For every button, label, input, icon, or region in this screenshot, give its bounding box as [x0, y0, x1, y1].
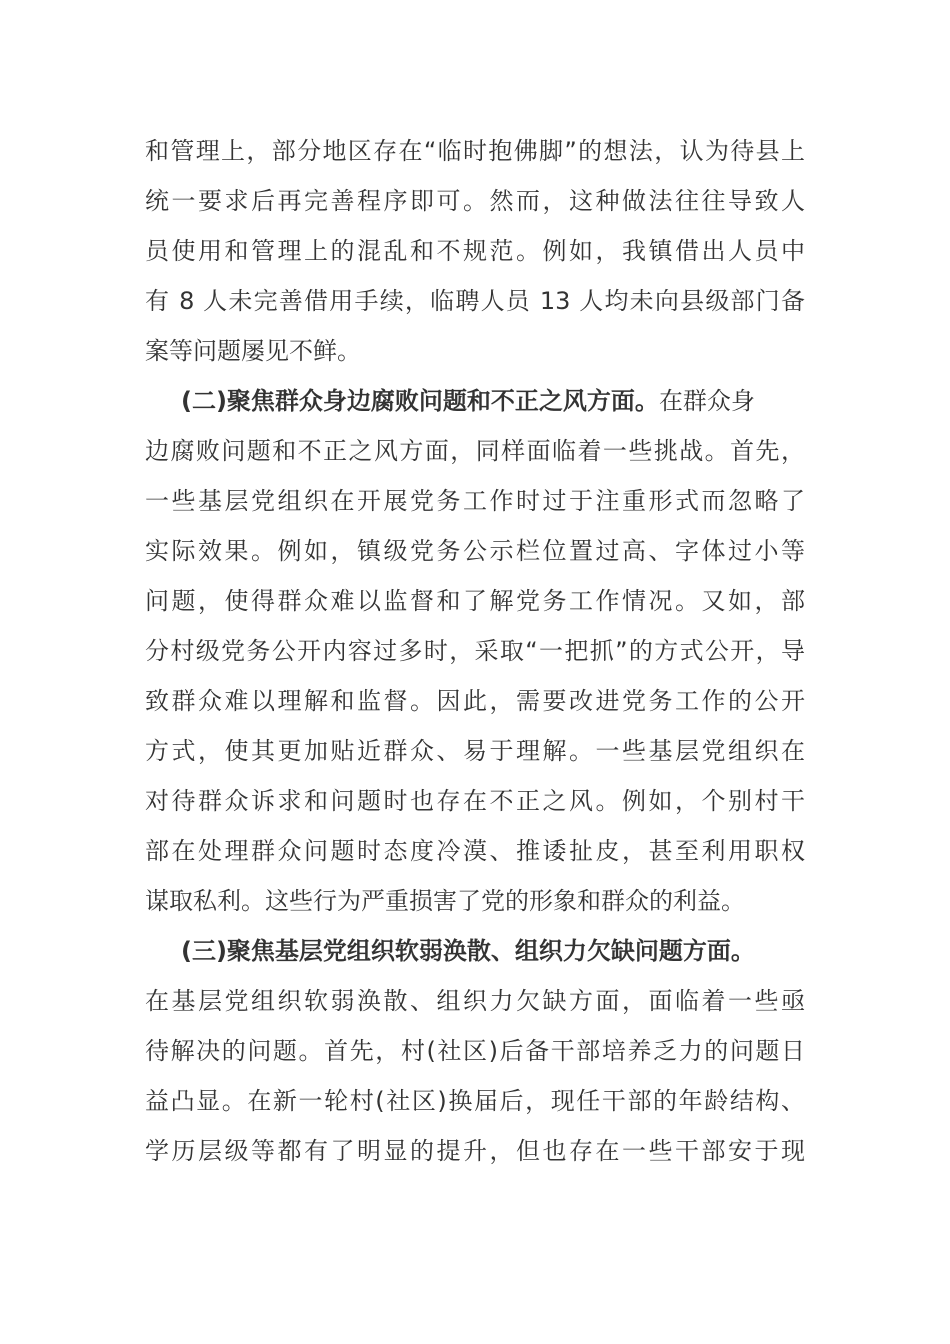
- text-line: [145, 376, 805, 426]
- text-line: 待解决的问题。首先，村(社区)后备干部培养乏力的问题日: [145, 1037, 805, 1065]
- section-heading-2: (二)聚焦群众身边腐败问题和不正之风方面。: [181, 387, 659, 415]
- text-line: 实际效果。例如，镇级党务公示栏位置过高、字体过小等: [145, 537, 805, 565]
- text-line: 边腐败问题和不正之风方面，同样面临着一些挑战。首先，: [145, 437, 805, 465]
- text-line: 案等问题屡见不鲜。: [145, 337, 361, 365]
- paragraph-corruption-issues: [145, 376, 805, 926]
- text-line: 问题，使得群众难以监督和了解党务工作情况。又如，部: [145, 587, 805, 615]
- document-body: [145, 126, 805, 1176]
- text-line: 益凸显。在新一轮村(社区)换届后，现任干部的年龄结构、: [145, 1087, 805, 1115]
- text-line: 统一要求后再完善程序即可。然而，这种做法往往导致人: [145, 187, 805, 215]
- section-heading-3: (三)聚焦基层党组织软弱涣散、组织力欠缺问题方面。: [181, 937, 755, 965]
- paragraph-personnel-management: [145, 126, 805, 376]
- text-line: 部在处理群众问题时态度冷漠、推诿扯皮，甚至利用职权: [145, 837, 805, 865]
- text-line: 分村级党务公开内容过多时，采取“一把抓”的方式公开，导: [145, 637, 805, 665]
- text-line: 在基层党组织软弱涣散、组织力欠缺方面，面临着一些亟: [145, 987, 805, 1015]
- text-line: 有 8 人未完善借用手续，临聘人员 13 人均未向县级部门备: [145, 287, 805, 315]
- text-line: 和管理上，部分地区存在“临时抱佛脚”的想法，认为待县上: [145, 137, 805, 165]
- text-line: 谋取私利。这些行为严重损害了党的形象和群众的利益。: [145, 887, 745, 915]
- text-line: 学历层级等都有了明显的提升，但也存在一些干部安于现: [145, 1137, 805, 1165]
- text-line: 方式，使其更加贴近群众、易于理解。一些基层党组织在: [145, 737, 805, 765]
- text-line: 对待群众诉求和问题时也存在不正之风。例如，个别村干: [145, 787, 805, 815]
- text-run: 在群众身: [658, 387, 755, 415]
- text-line: 致群众难以理解和监督。因此，需要改进党务工作的公开: [145, 687, 805, 715]
- text-line: 员使用和管理上的混乱和不规范。例如，我镇借出人员中: [145, 237, 805, 265]
- paragraph-party-organization: [145, 926, 805, 1176]
- text-line: 一些基层党组织在开展党务工作时过于注重形式而忽略了: [145, 487, 805, 515]
